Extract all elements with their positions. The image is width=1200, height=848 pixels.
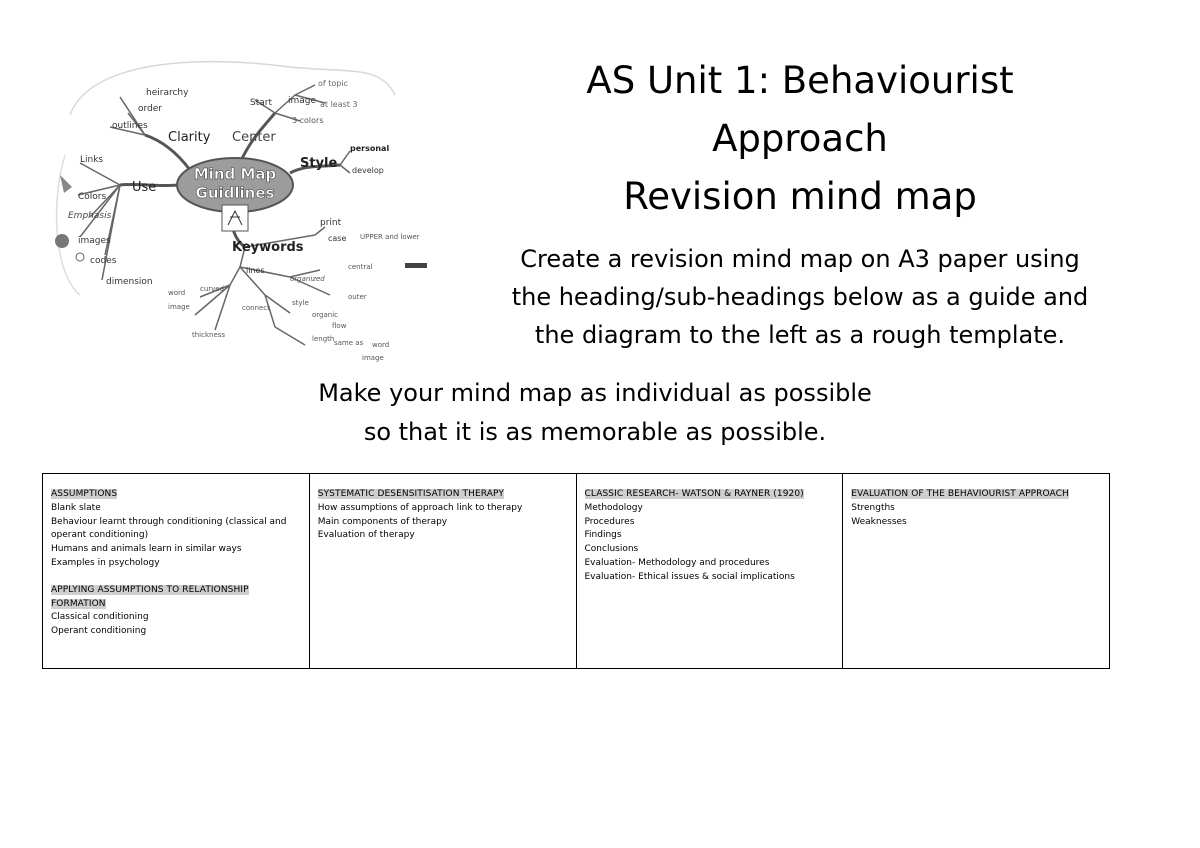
- label-links: Links: [80, 155, 104, 165]
- list-item: Examples in psychology: [51, 557, 160, 568]
- title-line-1: AS Unit 1: Behaviourist: [586, 59, 1014, 102]
- section-heading: CLASSIC RESEARCH- WATSON & RAYNER (1920): [584, 489, 804, 499]
- list-item: Blank slate: [51, 502, 101, 513]
- label-personal: personal: [350, 144, 390, 153]
- advice-line-1: Make your mind map as individual as possible: [318, 379, 872, 407]
- list-item: Findings: [584, 530, 622, 541]
- list-item: Evaluation- Methodology and procedures: [584, 557, 770, 568]
- label-colors-top: 3 colors: [292, 116, 324, 125]
- label-start: Start: [250, 98, 272, 108]
- section-classic-research: [577, 474, 844, 668]
- label-emphasis: Emphasis: [68, 211, 112, 221]
- list-item: Weaknesses: [851, 516, 907, 527]
- mind-map-illustration: [50, 55, 445, 370]
- label-word: word: [372, 341, 390, 349]
- label-dimension: dimension: [106, 277, 153, 287]
- list-item: Classical conditioning: [51, 612, 149, 623]
- cloud-outline-left: [57, 155, 80, 295]
- label-at-least: at least 3: [320, 100, 358, 109]
- title-line-3: Revision mind map: [623, 175, 977, 218]
- title-line-2: Approach: [712, 117, 888, 160]
- label-colors: Colors: [78, 192, 107, 202]
- instructions: [445, 240, 1155, 354]
- section-evaluation: [843, 474, 1109, 668]
- section-heading: EVALUATION OF THE BEHAVIOURIST APPROACH: [851, 489, 1069, 499]
- color-pencil-icon: [60, 175, 72, 193]
- instructions-line-1: Create a revision mind map on A3 paper using: [520, 245, 1080, 273]
- label-same-as: same as: [334, 339, 364, 347]
- label-curved: curved: [200, 285, 225, 293]
- instructions-line-2: the heading/sub-headings below as a guide and: [511, 283, 1089, 311]
- label-case-value: UPPER and lower: [360, 233, 420, 241]
- label-codes: codes: [90, 256, 117, 266]
- list-item: Behaviour learnt through conditioning (classical and operant conditioning): [51, 516, 287, 541]
- code-icon: [76, 253, 84, 261]
- section-heading: ASSUMPTIONS: [51, 489, 118, 499]
- label-heirarchy: heirarchy: [146, 88, 189, 98]
- label-style-small: style: [292, 299, 309, 307]
- advice: [200, 374, 990, 452]
- label-outer: outer: [348, 293, 367, 301]
- page-title: [450, 52, 1150, 226]
- branch-clarity: Clarity: [168, 130, 211, 145]
- label-organic: organic: [312, 311, 339, 319]
- list-item: Conclusions: [584, 544, 639, 555]
- label-image-small: image: [362, 354, 384, 362]
- label-word-left: word: [168, 289, 186, 297]
- sketch-icon-box: [222, 205, 248, 231]
- instructions-line-3: the diagram to the left as a rough template.: [534, 321, 1066, 349]
- label-print: print: [320, 218, 342, 228]
- list-item: Humans and animals learn in similar ways: [51, 544, 242, 555]
- section-assumptions: [43, 474, 310, 668]
- label-order: order: [138, 104, 162, 114]
- label-central: central: [348, 263, 373, 271]
- list-item: Evaluation- Ethical issues & social implications: [584, 571, 795, 582]
- sub-section-heading: APPLYING ASSUMPTIONS TO RELATIONSHIP FORMATION: [51, 584, 249, 609]
- list-item: Main components of therapy: [317, 516, 448, 527]
- label-images: images: [78, 236, 111, 246]
- sub-section-relationship-formation: [51, 584, 301, 639]
- label-connect: connect: [242, 304, 270, 312]
- section-heading: SYSTEMATIC DESENSITISATION THERAPY: [317, 489, 504, 499]
- branch-keywords: Keywords: [232, 240, 304, 255]
- list-item: Operant conditioning: [51, 626, 147, 637]
- advice-line-2: so that it is as memorable as possible.: [363, 418, 827, 446]
- list-item: Procedures: [584, 516, 635, 527]
- label-outlines: outlines: [112, 121, 148, 131]
- label-of-topic: of topic: [318, 79, 348, 88]
- label-organized: organized: [290, 275, 325, 283]
- thick-line-sample: [405, 263, 427, 268]
- label-flow: flow: [332, 322, 347, 330]
- label-thickness: thickness: [192, 331, 226, 339]
- branch-center: Center: [232, 130, 276, 145]
- central-node-line1: Mind Map: [193, 165, 277, 183]
- list-item: How assumptions of approach link to therapy: [317, 502, 523, 513]
- label-image-left: image: [168, 303, 190, 311]
- label-case: case: [328, 234, 347, 243]
- list-item: Strengths: [851, 502, 895, 513]
- list-item: Evaluation of therapy: [317, 530, 415, 541]
- central-node-line2: Guidlines: [195, 184, 275, 202]
- label-develop: develop: [352, 166, 384, 175]
- topics-table: [42, 473, 1110, 669]
- section-systematic-desensitisation: [310, 474, 577, 668]
- branch-style: Style: [300, 156, 338, 171]
- label-lines: lines: [246, 266, 265, 275]
- label-image: image: [288, 96, 317, 106]
- label-length: length: [312, 335, 335, 343]
- smiley-icon: [55, 234, 69, 248]
- branch-use: Use: [132, 180, 157, 195]
- list-item: Methodology: [584, 502, 643, 513]
